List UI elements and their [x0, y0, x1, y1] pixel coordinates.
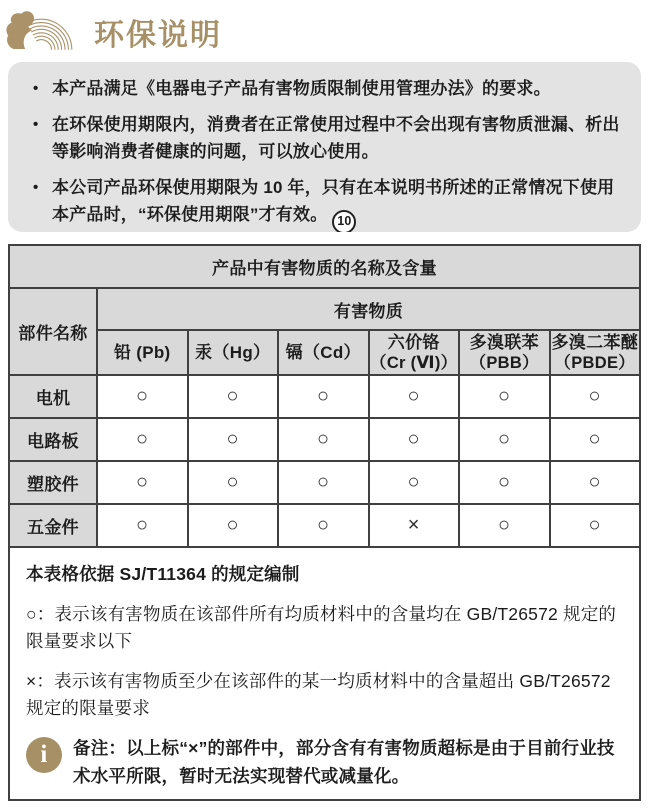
eco-statement-panel	[8, 62, 641, 232]
eco-bullet-2	[24, 111, 621, 166]
table-row-motor	[9, 375, 640, 418]
mark-cell: ○	[459, 375, 550, 418]
mark-cell: ○	[459, 418, 550, 461]
table-title: 产品中有害物质的名称及含量	[9, 245, 640, 288]
substance-header-cadmium: 镉（Cd）	[278, 330, 369, 375]
mark-cell: ○	[97, 504, 188, 547]
note-standard-basis: 本表格依据 SJ/T11364 的规定编制	[26, 564, 300, 584]
mark-cell: ○	[188, 461, 279, 504]
mark-cell: ○	[278, 418, 369, 461]
mark-cell: ○	[459, 461, 550, 504]
mark-cell: ○	[550, 375, 641, 418]
hazardous-substances-group-header: 有害物质	[97, 288, 640, 330]
brand-bear-arcs-icon	[4, 7, 82, 57]
part-name-cell: 电机	[9, 375, 97, 418]
info-icon: i	[26, 737, 62, 773]
mark-cell: ○	[550, 504, 641, 547]
mark-cell: ○	[188, 418, 279, 461]
part-name-column-header: 部件名称	[9, 288, 97, 375]
remark-text: 备注：以上标“×”的部件中，部分含有有害物质超标是由于目前行业技术水平所限，暂时无法实现替代或减量化。	[73, 738, 615, 786]
part-name-cell: 塑胶件	[9, 461, 97, 504]
mark-cell: ○	[97, 375, 188, 418]
mark-cell: ○	[369, 461, 460, 504]
note-cross-meaning: ×：表示该有害物质至少在该部件的某一均质材料中的含量超出 GB/T26572 规定的限量要求	[26, 671, 611, 718]
bullet-dot-icon: •	[33, 178, 39, 196]
part-name-cell: 电路板	[9, 418, 97, 461]
mark-cell: ×	[369, 504, 460, 547]
mark-cell: ○	[278, 461, 369, 504]
eco-bullet-1	[24, 75, 621, 103]
substance-header-hexavalent-chromium: 六价铬 （Cr (Ⅵ)）	[369, 330, 460, 375]
bullet-dot-icon: •	[33, 115, 39, 133]
mark-cell: ○	[550, 461, 641, 504]
mark-cell: ○	[369, 418, 460, 461]
eco-bullet-3	[24, 174, 621, 233]
substance-header-pbb: 多溴联苯 （PBB）	[459, 330, 550, 375]
mark-cell: ○	[97, 461, 188, 504]
mark-cell: ○	[278, 375, 369, 418]
epup-10-years-icon: 10	[332, 210, 356, 232]
eco-bullet-1-text: 本产品满足《电器电子产品有害物质限制使用管理办法》的要求。	[52, 79, 551, 98]
mark-cell: ○	[188, 375, 279, 418]
substance-header-mercury: 汞（Hg）	[188, 330, 279, 375]
eco-bullet-3-text: 本公司产品环保使用期限为 10 年，只有在本说明书所述的正常情况下使用本产品时，“环保使用期限”才有效。 10	[52, 174, 621, 233]
table-row-circuit-board	[9, 418, 640, 461]
mark-cell: ○	[188, 504, 279, 547]
page-header	[0, 0, 649, 58]
mark-cell: ○	[97, 418, 188, 461]
mark-cell: ○	[550, 418, 641, 461]
mark-cell: ○	[369, 375, 460, 418]
mark-cell: ○	[459, 504, 550, 547]
mark-cell: ○	[278, 504, 369, 547]
substance-header-pbde: 多溴二苯醚 （PBDE）	[550, 330, 641, 375]
page-title: 环保说明	[94, 19, 222, 52]
part-name-cell: 五金件	[9, 504, 97, 547]
eco-bullet-2-text: 在环保使用期限内，消费者在正常使用过程中不会出现有害物质泄漏、析出等影响消费者健康的问题，可以放心使用。	[52, 114, 620, 161]
table-row-plastic-parts	[9, 461, 640, 504]
table-row-hardware-parts	[9, 504, 640, 547]
bullet-dot-icon: •	[33, 80, 39, 97]
table-notes-section	[9, 547, 640, 800]
hazardous-substances-table	[8, 244, 641, 801]
remark-block	[26, 735, 623, 790]
substance-header-lead: 铅 (Pb)	[97, 330, 188, 375]
note-circle-meaning: ○：表示该有害物质在该部件所有均质材料中的含量均在 GB/T26572 规定的限量要求以下	[26, 604, 617, 651]
